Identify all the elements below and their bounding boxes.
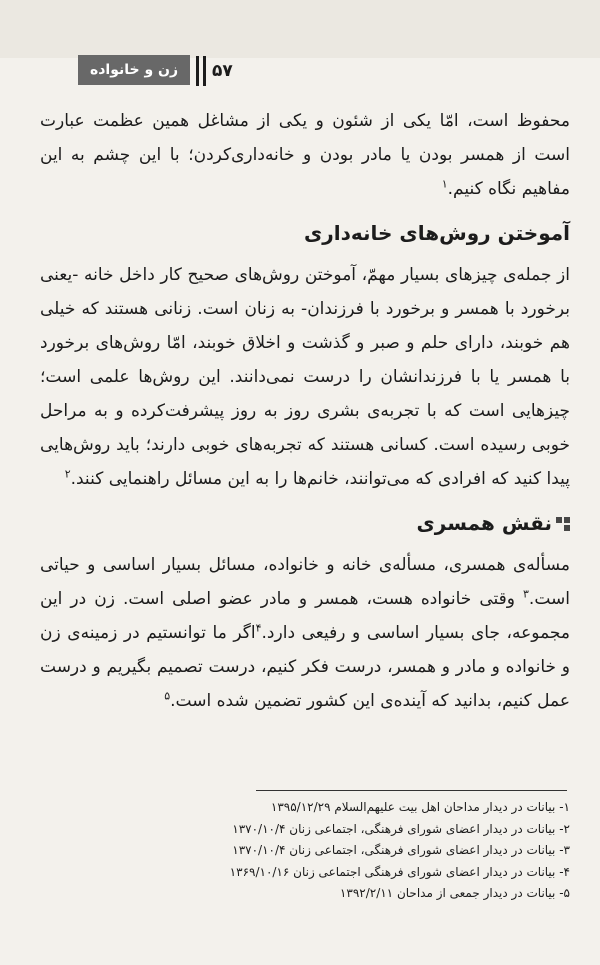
footnote-ref: ۳ — [523, 587, 529, 601]
footnote-ref: ۴ — [255, 621, 262, 635]
footnote-ref: ۵ — [164, 689, 171, 703]
footnote-item: ۱- بیانات در دیدار مداحان اهل بیت علیهم‌السلام ۱۳۹۵/۱۲/۲۹ — [270, 800, 570, 814]
paragraph-spouse-role: مسأله‌ی همسری، مسأله‌ی خانه و خانواده، مسائل بسیار اساسی و حیاتی است.$^۳$ وقتی خانواده هست، همسر و مادر عضو اصلی است. زن در این مجموعه، جای بسیار اساسی و رفیعی دارد.$^۴$اگر ما توانستیم در زمینه‌ی زن و خانواده و مادر و همسر، درست فکر کنیم، درست تصمیم بگیریم و درست عمل کنیم، بدانید که آینده‌ی این کشور تضمین شده است.$^۵$ — [40, 555, 570, 711]
footnote-ref: ۱ — [441, 177, 448, 191]
section-heading-spouse-role: نقش همسری — [40, 506, 570, 540]
running-title: زن و خانواده — [78, 55, 190, 85]
ornament-icon — [556, 517, 570, 531]
footnote-item: ۵- بیانات در دیدار جمعی از مداحان ۱۳۹۲/۲/۱۱ — [339, 886, 570, 900]
page-number: ۵۷ — [212, 61, 233, 81]
footnote-item: ۴- بیانات در دیدار اعضای شورای فرهنگی اجتماعی زنان ۱۳۶۹/۱۰/۱۶ — [229, 864, 570, 879]
footnote-ref: ۲ — [64, 467, 71, 481]
footnote-item: ۳- بیانات در دیدار اعضای شورای فرهنگی، اجتماعی زنان ۱۳۷۰/۱۰/۴ — [232, 843, 570, 857]
section-heading-housekeeping: آموختن روش‌های خانه‌داری — [303, 221, 570, 245]
intro-paragraph: محفوظ است، امّا یکی از شئون و یکی از مشاغل همین عظمت عبارت است از همسر بودن یا مادر بودن و خانه‌داری‌کردن؛ با این چشم به این مفاهیم نگاه کنیم.$^۱$ — [40, 111, 570, 199]
page-body — [40, 104, 570, 718]
header-rule — [196, 56, 199, 86]
page-header-strip — [0, 0, 600, 58]
footnote-item: ۲- بیانات در دیدار اعضای شورای فرهنگی، اجتماعی زنان ۱۳۷۰/۱۰/۴ — [232, 821, 570, 836]
paragraph-housekeeping: از جمله‌ی چیزهای بسیار مهمّ، آموختن روش‌های صحیح کار داخل خانه -یعنی برخورد با همسر و برخورد با فرزندان- به زنان است. زنانی هستند که خیلی هم خوبند، دارای حلم و صبر و گذشت و اخلاق خوبند، امّا روش‌های برخورد با همسر یا با فرزندانشان را درست نمی‌دانند. این روش‌ها علمی است؛ چیزهایی است که با تجربه‌ی بشری روز به روز پیشرفت‌کرده و به مراحل خوبی رسیده است. کسانی هستند که تجربه‌های خوبی دارند؛ باید روش‌هایی پیدا کنید که افرادی که می‌توانند، خانم‌ها را به این مسائل راهنمایی کنند.$^۲$ — [40, 265, 570, 489]
footnotes — [200, 797, 570, 905]
header-rule — [203, 56, 206, 86]
footnote-separator — [256, 790, 567, 791]
